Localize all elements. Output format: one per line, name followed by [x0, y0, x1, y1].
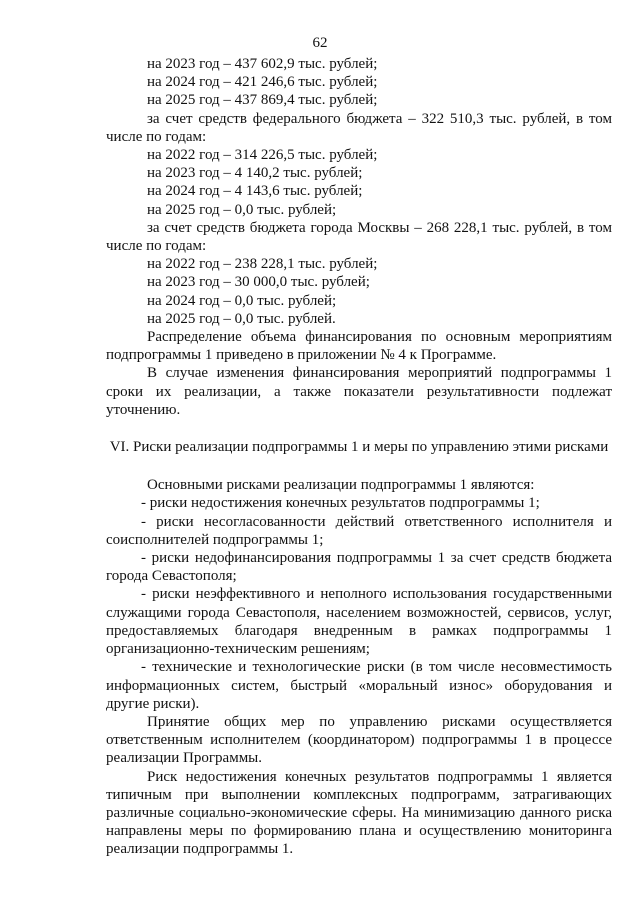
- risk-item: - риски неэффективного и неполного использования государственными служащими города Севастополя, населением возможностей, сервисов, услуг, предоставляемых благодаря внедренным в рамках подпрограммы 1 организационно-техническим решениям;: [106, 586, 612, 658]
- financing-line: на 2025 год – 437 869,4 тыс. рублей;: [147, 92, 378, 109]
- risk-item: - технические и технологические риски (в том числе несовместимость информационных систем, быстрый «моральный износ» оборудования и другие риски).: [106, 659, 612, 712]
- change-paragraph: В случае изменения финансирования мероприятий подпрограммы 1 сроки их реализации, а также показатели результативности подлежат уточнению.: [106, 365, 612, 418]
- moscow-budget-intro: за счет средств бюджета города Москвы – 268 228,1 тыс. рублей, в том числе по годам:: [106, 219, 612, 255]
- moscow-budget-line: на 2024 год – 0,0 тыс. рублей;: [147, 292, 337, 309]
- federal-budget-line: на 2025 год – 0,0 тыс. рублей;: [147, 201, 337, 218]
- moscow-budget-line: на 2022 год – 238 228,1 тыс. рублей;: [147, 256, 378, 273]
- section-heading: VI. Риски реализации подпрограммы 1 и меры по управлению этими рисками: [109, 439, 609, 456]
- distribution-paragraph: Распределение объема финансирования по основным мероприятиям подпрограммы 1 приведено в приложении № 4 к Программе.: [106, 329, 612, 364]
- risk-paragraph: Риск недостижения конечных результатов подпрограммы 1 является типичным при выполнении комплексных подпрограмм, затрагивающих различные социально-экономические сферы. На минимизацию данного риска направлены меры по формированию плана и осуществлению мониторинга реализации подпрограммы 1.: [106, 768, 612, 858]
- financing-line: на 2024 год – 421 246,6 тыс. рублей;: [147, 74, 378, 91]
- risk-item: - риски недостижения конечных результатов подпрограммы 1;: [141, 495, 540, 512]
- page-number: 62: [312, 35, 328, 51]
- moscow-budget-line: на 2023 год – 30 000,0 тыс. рублей;: [147, 274, 370, 291]
- federal-budget-line: на 2024 год – 4 143,6 тыс. рублей;: [147, 183, 363, 200]
- risk-item: - риски несогласованности действий ответственного исполнителя и соисполнителей подпрограммы 1;: [106, 513, 612, 548]
- federal-budget-intro: за счет средств федерального бюджета – 322 510,3 тыс. рублей, в том числе по годам:: [106, 110, 612, 145]
- document-body: [106, 55, 612, 859]
- measures-paragraph: Принятие общих мер по управлению рисками осуществляется ответственным исполнителем (координатором) подпрограммы 1 в процессе реализации Программы.: [106, 713, 612, 767]
- financing-line: на 2023 год – 437 602,9 тыс. рублей;: [147, 56, 378, 72]
- risks-intro: Основными рисками реализации подпрограммы 1 являются:: [147, 477, 535, 494]
- federal-budget-line: на 2022 год – 314 226,5 тыс. рублей;: [147, 147, 378, 164]
- risk-item: - риски недофинансирования подпрограммы 1 за счет средств бюджета города Севастополя;: [106, 550, 612, 585]
- moscow-budget-line: на 2025 год – 0,0 тыс. рублей.: [147, 310, 336, 327]
- federal-budget-line: на 2023 год – 4 140,2 тыс. рублей;: [147, 165, 363, 182]
